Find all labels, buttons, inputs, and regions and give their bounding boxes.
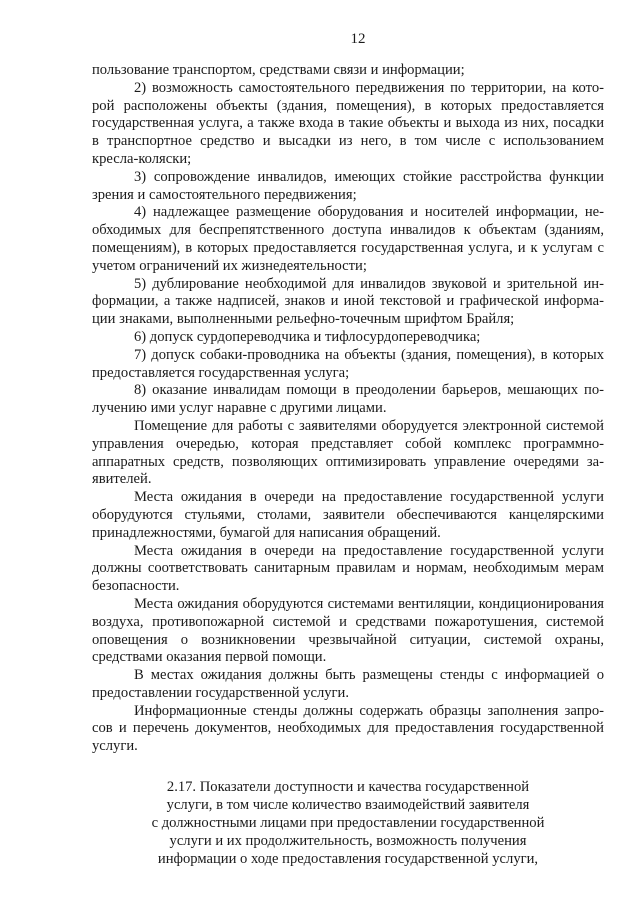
paragraph: Помещение для работы с заявителями оборудуется электронной системой управления очередью, которая представляет собой комплекс программно-аппаратных средств, позволяющих оптимизировать управление очередями заявителей. [92,417,604,488]
paragraph: 3) сопровождение инвалидов, имеющих стойкие расстройства функции зрения и самостоятельного передвижения; [92,168,604,203]
paragraph: 5) дублирование необходимой для инвалидов звуковой и зрительной информации, а также надписей, знаков и иной текстовой и графической информации знаками, выполненными рельефно-точечным шрифтом Брайля; [92,275,604,328]
paragraph: 7) допуск собаки-проводника на объекты (здания, помещения), в которых предоставляется государственная услуга; [92,346,604,381]
heading-line: информации о ходе предоставления государственной услуги, [157,851,539,868]
paragraph: 2) возможность самостоятельного передвижения по территории, на которой расположены объекты (здания, помещения), в которых предоставляется государственная услуга, а также входа в такие объекты и выхода из них, посадки в транспортное средство и высадки из него, в том числе с использованием кресла-коляски; [92,79,604,167]
paragraph: В местах ожидания должны быть размещены стенды с информацией о предоставлении государственной услуги. [92,667,604,701]
section-heading [92,778,604,868]
body-text [92,62,604,756]
paragraph: 6) допуск сурдопереводчика и тифлосурдопереводчика; [134,328,481,345]
paragraph: Места ожидания в очереди на предоставление государственной услуги оборудуются стульями, столами, заявители обеспечиваются канцелярскими принадлежностями, бумагой для написания обращений. [92,489,604,541]
heading-line: услуги и их продолжительность, возможность получения [169,833,527,850]
heading-line: услуги, в том числе количество взаимодействий заявителя [166,797,530,814]
heading-line: с должностными лицами при предоставлении государственной [151,815,545,832]
paragraph: 8) оказание инвалидам помощи в преодолении барьеров, мешающих получению ими услуг наравне с другими лицами. [92,382,604,417]
heading-line: 2.17. Показатели доступности и качества государственной [166,779,530,796]
paragraph: пользование транспортом, средствами связи и информации; [92,62,465,78]
paragraph: Места ожидания в очереди на предоставление государственной услуги должны соответствовать санитарным правилам и нормам, необходимым мерам безопасности. [92,542,604,595]
page-number: 12 [350,31,366,47]
paragraph: Места ожидания оборудуются системами вентиляции, кондиционирования воздуха, противопожарной системой и средствами пожаротушения, системой оповещения о возникновении чрезвычайной ситуации, системой охраны, средствами оказания первой помощи. [92,595,604,666]
paragraph: 4) надлежащее размещение оборудования и носителей информации, необходимых для беспрепятственного доступа инвалидов к объектам (зданиям, помещениям), в которых предоставляется государственная услуга, и к услугам с учетом ограничений их жизнедеятельности; [92,204,604,274]
paragraph: Информационные стенды должны содержать образцы заполнения запросов и перечень документов, необходимых для предоставления государственной услуги. [92,702,604,755]
